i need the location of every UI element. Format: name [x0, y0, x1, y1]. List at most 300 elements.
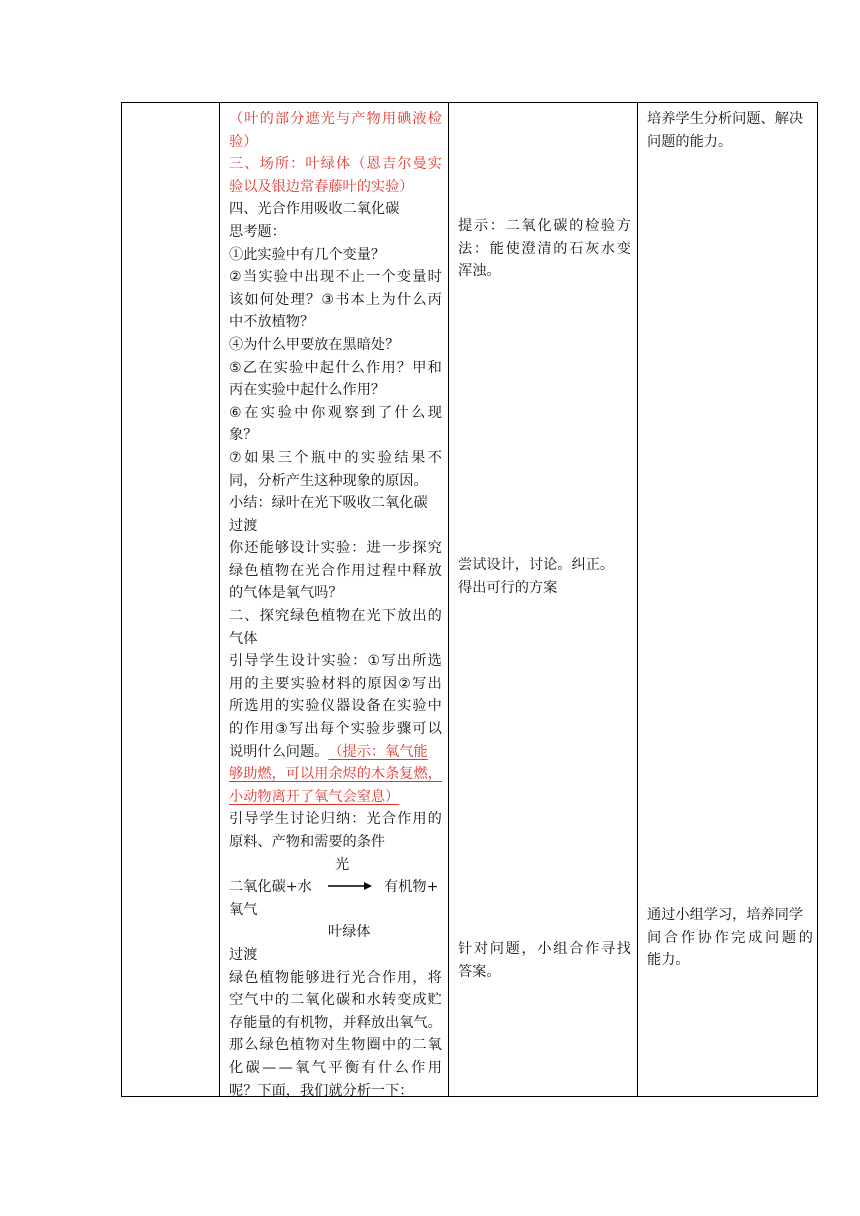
- text-line: [229, 515, 442, 538]
- text-line: [229, 673, 442, 696]
- text-segment: 存能量的有机物，并释放出氧气。: [229, 1014, 442, 1031]
- goal-block-1: [647, 108, 813, 153]
- red-text-block: [229, 108, 442, 198]
- text-segment: 光: [351, 969, 366, 986]
- text-segment: 的: [569, 218, 584, 234]
- text-segment: 骤: [396, 721, 412, 738]
- text-segment: 那: [229, 1037, 244, 1054]
- text-segment: 不: [335, 269, 350, 286]
- text-line: [458, 238, 631, 261]
- text-segment: 用: [351, 562, 366, 579]
- column-divider: [637, 103, 638, 1096]
- text-segment: 液: [412, 111, 427, 127]
- text-segment: 可: [412, 721, 427, 738]
- text-segment: 实: [258, 269, 273, 286]
- text-line: [229, 967, 442, 990]
- text-segment: 察: [344, 404, 359, 421]
- text-segment: 写: [289, 721, 304, 738]
- text-segment: 生: [335, 1037, 351, 1054]
- text-segment: 进: [366, 540, 381, 557]
- text-segment: 实: [320, 540, 335, 557]
- text-segment: 能: [290, 969, 305, 986]
- text-segment: 验: [305, 675, 321, 692]
- text-segment: 验: [412, 698, 427, 715]
- text-segment: 叶: [244, 111, 259, 127]
- text-segment: 针: [458, 941, 473, 957]
- lesson-plan-table: [121, 102, 818, 1097]
- text-line: [229, 989, 442, 1012]
- text-segment: 物: [305, 1037, 320, 1054]
- text-line: [229, 492, 442, 515]
- text-segment: 找: [616, 941, 631, 957]
- text-segment: 中: [304, 359, 319, 376]
- text-segment: 时: [427, 269, 442, 286]
- text-segment: 寻: [600, 941, 616, 957]
- text-segment: 的: [397, 1037, 412, 1054]
- text-segment: 答案。: [458, 963, 501, 980]
- text-segment: 提: [458, 218, 473, 234]
- text-segment: 乙: [242, 359, 258, 376]
- text-segment: 什: [335, 359, 350, 376]
- text-segment: —: [262, 1059, 277, 1076]
- text-segment: 你: [229, 540, 244, 557]
- equation-condition-light: 光: [335, 856, 350, 873]
- text-segment: 写: [412, 675, 427, 692]
- text-segment: 同，分析产生这种现象的原因。: [229, 472, 428, 489]
- text-segment: 行: [335, 969, 351, 986]
- text-segment: 题: [781, 929, 797, 946]
- arrow-icon: [328, 881, 372, 891]
- text-segment: 通过小组学习，培养同学: [647, 907, 804, 923]
- text-segment: 实: [273, 359, 288, 376]
- text-block-c: [229, 944, 442, 1102]
- text-segment: 的: [274, 992, 290, 1009]
- text-segment: 实: [290, 698, 305, 715]
- text-line: [229, 311, 442, 334]
- text-segment: 绿: [229, 969, 244, 986]
- text-segment: 问: [765, 929, 780, 946]
- text-segment: 验: [289, 359, 304, 376]
- text-segment: ？: [396, 359, 412, 376]
- text-segment: ？: [305, 291, 321, 308]
- text-segment: 和: [351, 992, 366, 1009]
- text-segment: 三: [277, 449, 292, 466]
- text-segment: 理: [290, 291, 305, 308]
- text-segment: 还: [244, 540, 259, 557]
- text-segment: ：: [352, 653, 367, 670]
- text-segment: 备: [366, 698, 381, 715]
- text-line: [229, 808, 442, 831]
- text-segment: 实: [290, 675, 305, 692]
- equation-products: 有机物+: [384, 879, 439, 896]
- text-segment: 的: [259, 111, 274, 127]
- text-line: [229, 424, 442, 447]
- text-segment: 了: [377, 404, 392, 421]
- text-segment: 成: [412, 992, 427, 1009]
- text-segment: 光: [305, 562, 320, 579]
- text-segment: 物: [274, 969, 290, 986]
- text-segment: 丙: [427, 291, 442, 308]
- text-segment: 验: [600, 218, 616, 234]
- text-segment: 要: [275, 675, 290, 692]
- text-segment: 浑浊。: [458, 263, 501, 280]
- text-segment: 现: [319, 269, 335, 286]
- photosynthesis-equation: [229, 854, 442, 944]
- text-segment: 够助燃，可以用余烬的木条复燃，: [229, 766, 442, 783]
- text-segment: 色: [244, 562, 259, 579]
- text-segment: 检: [585, 218, 600, 234]
- text-segment: 作: [585, 941, 600, 957]
- text-segment: 生: [275, 653, 290, 670]
- text-segment: 么: [412, 291, 427, 308]
- text-segment: 恩: [366, 156, 381, 173]
- text-segment: 如: [244, 291, 259, 308]
- text-segment: 碳: [245, 1059, 260, 1076]
- text-segment: 生: [274, 811, 290, 828]
- text-segment: 产: [351, 111, 366, 127]
- text-segment: 尝试设计，讨论。纠正。: [458, 557, 615, 573]
- text-segment: 引: [229, 653, 244, 670]
- text-segment: 空: [229, 992, 244, 1009]
- text-segment: 圈: [366, 1037, 381, 1054]
- text-segment: 学: [259, 653, 274, 670]
- text-segment: 因: [382, 675, 398, 692]
- text-line: [229, 447, 442, 470]
- text-line: [229, 1034, 442, 1057]
- text-line: [229, 108, 442, 131]
- text-line: [229, 266, 442, 289]
- text-segment: 小: [537, 941, 552, 957]
- text-segment: 主: [259, 675, 274, 692]
- text-segment: 的: [274, 698, 290, 715]
- text-segment: 思考题：: [229, 223, 286, 240]
- text-segment: 化: [537, 218, 552, 234]
- text-line: [229, 1012, 442, 1035]
- text-line: [229, 695, 442, 718]
- text-segment: 么: [411, 404, 426, 421]
- text-segment: 一: [381, 540, 397, 557]
- text-segment: 衡: [344, 1059, 360, 1076]
- text-line: [229, 763, 442, 786]
- text-segment: ，: [521, 941, 536, 957]
- text-segment: 将: [427, 969, 442, 986]
- text-segment: 作: [244, 721, 259, 738]
- text-segment: 下: [381, 608, 397, 625]
- text-segment: 四、光合作用吸收二氧化碳: [229, 201, 400, 218]
- text-segment: 上: [366, 291, 381, 308]
- text-segment: 究: [427, 540, 442, 557]
- text-segment: 中不放植物？: [229, 314, 315, 331]
- text-segment: 变: [397, 992, 412, 1009]
- text-segment: 中: [427, 698, 442, 715]
- text-segment: 现: [427, 404, 442, 421]
- text-segment: 验: [277, 404, 292, 421]
- text-segment: 与: [335, 111, 351, 127]
- text-line: [229, 560, 442, 583]
- text-segment: 引: [229, 811, 244, 828]
- text-segment: 验: [336, 653, 351, 670]
- text-segment: 导: [244, 653, 259, 670]
- text-segment: 用: [259, 721, 274, 738]
- text-segment: 丙在实验中起什么作用？: [229, 382, 386, 399]
- text-segment: 的: [352, 675, 367, 692]
- text-segment: 作: [411, 1059, 426, 1076]
- text-segment: 体: [335, 156, 351, 173]
- text-segment: 的: [344, 449, 359, 466]
- text-segment: 作: [714, 929, 729, 946]
- text-segment: 一: [366, 269, 381, 286]
- text-segment: ：: [489, 218, 504, 234]
- text-segment: 成: [748, 929, 763, 946]
- text-segment: 石: [569, 240, 584, 257]
- text-segment: 本: [350, 291, 365, 308]
- text-segment: 问题的能力。: [647, 133, 733, 150]
- text-segment: 什: [394, 404, 409, 421]
- text-segment: 色: [244, 969, 259, 986]
- text-segment: 仪: [320, 698, 335, 715]
- text-segment: 小动物离开了氧气会窒息）: [229, 788, 400, 805]
- text-segment: 个: [294, 449, 309, 466]
- text-segment: 合: [569, 941, 584, 957]
- text-segment: 组: [553, 941, 568, 957]
- text-segment: 物: [274, 562, 290, 579]
- text-segment: 吉: [381, 156, 397, 173]
- text-segment: 的气体是氧气吗？: [229, 585, 343, 602]
- text-segment: 原: [367, 675, 382, 692]
- text-segment: ：: [351, 811, 366, 828]
- text-segment: 植: [259, 562, 274, 579]
- equation-products-continued: 氧气: [229, 901, 258, 918]
- text-segment: 量: [412, 269, 427, 286]
- text-segment: 书: [335, 291, 350, 308]
- text-segment: 设: [290, 540, 305, 557]
- text-segment: 用: [427, 1059, 442, 1076]
- text-segment: ：: [290, 156, 305, 173]
- text-segment: 出: [304, 721, 319, 738]
- text-segment: 处: [275, 291, 290, 308]
- text-segment: 计: [305, 540, 320, 557]
- text-segment: 在: [290, 562, 305, 579]
- text-segment: 设: [290, 653, 305, 670]
- text-segment: 、: [244, 608, 259, 625]
- goal-block-2: [647, 904, 813, 972]
- text-segment: 能力。: [647, 952, 690, 969]
- text-segment: 不: [427, 449, 442, 466]
- text-segment: 够: [305, 969, 320, 986]
- text-segment: 贮: [427, 992, 442, 1009]
- text-segment: 三: [229, 156, 244, 173]
- text-line: [229, 176, 442, 199]
- text-line: [229, 198, 442, 221]
- text-segment: 实: [321, 653, 336, 670]
- text-segment: 的: [427, 811, 442, 828]
- text-segment: 间: [647, 929, 662, 946]
- text-segment: 小结：绿叶在光下吸收二氧化碳: [229, 495, 428, 512]
- text-segment: 合: [320, 562, 335, 579]
- text-segment: 色: [274, 1037, 290, 1054]
- text-segment: 验: [366, 721, 381, 738]
- text-segment: 实: [361, 449, 376, 466]
- text-line: [647, 904, 813, 927]
- teacher-activity-cell: [229, 108, 442, 1102]
- text-segment: ①: [367, 653, 381, 670]
- text-segment: 合: [381, 811, 397, 828]
- text-segment: 用: [259, 698, 274, 715]
- text-segment: 出: [412, 608, 427, 625]
- text-segment: 选: [244, 698, 259, 715]
- text-segment: 对: [320, 1037, 335, 1054]
- text-segment: 氧: [521, 218, 536, 234]
- text-segment: 和: [427, 359, 442, 376]
- column-divider: [219, 103, 220, 1096]
- red-text-block-2: [229, 763, 442, 808]
- text-segment: 过渡: [229, 946, 258, 963]
- text-segment: 何: [259, 291, 274, 308]
- column-divider: [448, 103, 449, 1096]
- text-segment: 该: [229, 291, 244, 308]
- text-segment: 果: [411, 449, 426, 466]
- text-segment: 变: [616, 240, 631, 257]
- text-segment: 够: [274, 540, 290, 557]
- text-segment: 水: [366, 992, 381, 1009]
- text-segment: 个: [335, 721, 350, 738]
- text-line: [458, 938, 631, 961]
- text-segment: 物: [335, 608, 351, 625]
- text-line: [647, 927, 813, 950]
- text-segment: 合: [663, 929, 679, 946]
- text-segment: ②: [398, 675, 412, 692]
- text-segment: 碘: [397, 111, 412, 127]
- text-segment: 得出可行的方案: [458, 579, 558, 596]
- text-segment: 选: [427, 653, 442, 670]
- text-line: [229, 402, 442, 425]
- text-segment: 对: [473, 941, 489, 957]
- group-block: [458, 938, 631, 983]
- text-segment: ③: [275, 721, 288, 738]
- text-segment: 用: [381, 111, 397, 127]
- text-segment: 、: [244, 156, 259, 173]
- text-segment: 气: [311, 1059, 326, 1076]
- equation-condition-chloroplast: 叶绿体: [328, 924, 371, 941]
- text-segment: 什: [396, 291, 412, 308]
- text-segment: 为: [381, 291, 396, 308]
- text-segment: 平: [328, 1059, 343, 1076]
- text-segment: ②: [229, 269, 242, 286]
- text-segment: 二: [229, 608, 244, 625]
- text-segment: 到: [361, 404, 376, 421]
- text-line: [229, 379, 442, 402]
- text-line: [458, 961, 631, 984]
- text-segment: 步: [381, 721, 396, 738]
- text-block-a: [229, 198, 442, 740]
- text-segment: 协: [697, 929, 712, 946]
- text-segment: 植: [259, 969, 274, 986]
- text-segment: 所: [274, 156, 290, 173]
- text-segment: 写: [381, 653, 396, 670]
- text-segment: 探: [412, 540, 427, 557]
- text-segment: 导: [244, 811, 259, 828]
- text-segment: 中: [289, 269, 304, 286]
- text-segment: 释: [412, 562, 427, 579]
- text-segment: 二: [412, 1037, 427, 1054]
- text-line: [229, 1057, 442, 1080]
- mixed-line-red: （提示：氧气能: [328, 743, 428, 760]
- text-line: [229, 741, 442, 764]
- text-segment: 方: [616, 218, 631, 234]
- text-line: [229, 944, 442, 967]
- text-line: [229, 289, 442, 312]
- text-segment: 归: [320, 811, 335, 828]
- equation-reactants: 二氧化碳+水: [229, 879, 312, 896]
- text-segment: 材: [321, 675, 336, 692]
- text-line: [229, 357, 442, 380]
- text-segment: 物: [351, 1037, 366, 1054]
- text-segment: 法: [458, 240, 473, 257]
- text-segment: 澄: [521, 240, 536, 257]
- text-segment: 个: [381, 269, 396, 286]
- text-line: [229, 244, 442, 267]
- text-line: [647, 108, 813, 131]
- text-segment: ⑦: [229, 449, 242, 466]
- text-segment: 什: [378, 1059, 393, 1076]
- text-line: [647, 131, 813, 154]
- text-segment: 绿: [320, 156, 335, 173]
- text-segment: 植: [290, 1037, 305, 1054]
- text-segment: 色: [305, 608, 320, 625]
- text-segment: —: [278, 1059, 293, 1076]
- text-segment: 氧: [295, 1059, 310, 1076]
- text-segment: 如: [244, 449, 259, 466]
- text-segment: 象？: [229, 427, 258, 444]
- text-segment: 纳: [335, 811, 351, 828]
- text-segment: 放: [427, 562, 442, 579]
- mixed-line-black: 说明什么问题。: [229, 743, 329, 760]
- text-segment: （: [229, 111, 244, 127]
- text-segment: 物: [366, 111, 381, 127]
- text-segment: 氧: [305, 992, 320, 1009]
- text-segment: 能: [259, 540, 274, 557]
- text-segment: 么: [244, 1037, 259, 1054]
- text-segment: 起: [319, 359, 335, 376]
- text-line: [229, 537, 442, 560]
- text-line: [229, 131, 442, 154]
- text-segment: 验: [305, 698, 320, 715]
- text-line: [229, 605, 442, 628]
- text-segment: ：: [351, 540, 366, 557]
- text-segment: 化: [320, 992, 335, 1009]
- text-segment: 叶: [305, 156, 320, 173]
- text-segment: 的: [553, 240, 568, 257]
- text-segment: 止: [350, 269, 365, 286]
- text-segment: 分: [290, 111, 305, 127]
- text-segment: 的: [229, 721, 244, 738]
- text-segment: 所: [412, 653, 427, 670]
- text-segment: 程: [381, 562, 397, 579]
- text-segment: ③: [321, 291, 335, 308]
- text-segment: 碳: [553, 218, 568, 234]
- text-segment: 气: [244, 992, 259, 1009]
- text-segment: 能: [489, 240, 504, 257]
- text-segment: 料: [336, 675, 351, 692]
- text-segment: 光: [320, 111, 335, 127]
- text-segment: 光: [366, 811, 381, 828]
- text-segment: 示: [473, 218, 489, 234]
- text-segment: 出: [304, 269, 319, 286]
- text-segment: 么: [394, 1059, 409, 1076]
- text-segment: 部: [274, 111, 290, 127]
- text-segment: 绿: [229, 562, 244, 579]
- text-segment: 中: [259, 992, 274, 1009]
